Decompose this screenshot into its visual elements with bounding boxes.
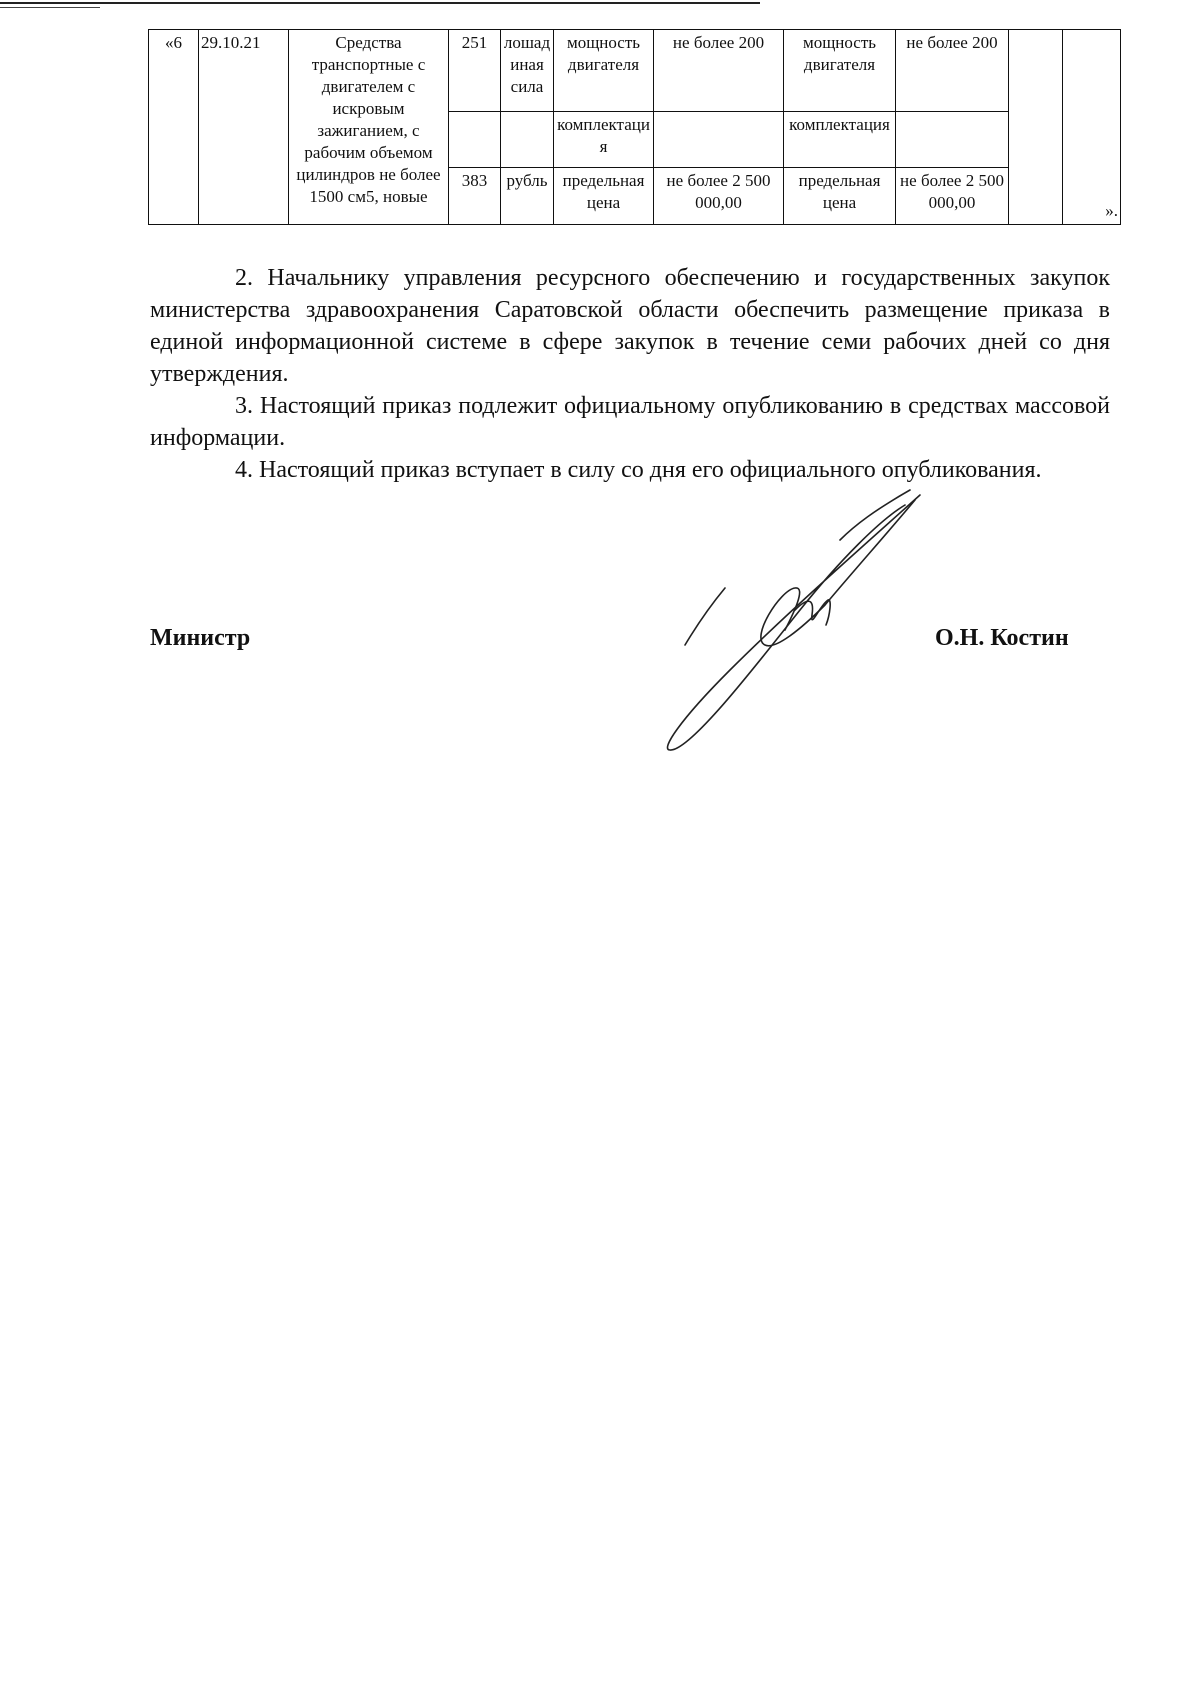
paragraph-4: 4. Настоящий приказ вступает в силу со дня его официального опубликования. xyxy=(235,457,1042,483)
signatory-name: О.Н. Костин xyxy=(935,625,1069,651)
empty-cell xyxy=(1009,30,1063,225)
code-cell: 251 xyxy=(449,30,501,112)
unit-cell xyxy=(501,111,554,168)
closing-cell xyxy=(1063,30,1121,225)
value-cell xyxy=(896,111,1009,168)
value-cell: не более 2 500 000,00 xyxy=(654,168,784,225)
characteristic-cell: мощность двигателя xyxy=(554,30,654,112)
order-text xyxy=(150,262,1110,486)
unit-cell: рубль xyxy=(501,168,554,225)
value-cell: не более 200 xyxy=(896,30,1009,112)
handwritten-signature xyxy=(640,480,940,760)
characteristic-cell: комплектация xyxy=(554,111,654,168)
date-cell: 29.10.21 xyxy=(199,30,289,225)
row-number-cell: «6 xyxy=(149,30,199,225)
top-rule xyxy=(0,2,760,4)
paragraph-3: 3. Настоящий приказ подлежит официальному опубликованию в средствах массовой информации. xyxy=(150,393,1110,451)
unit-cell: лошадиная сила xyxy=(501,30,554,112)
characteristic-cell: предельная цена xyxy=(784,168,896,225)
signatory-title: Министр xyxy=(150,625,251,651)
table-row xyxy=(149,30,1121,112)
specification-table xyxy=(148,29,1121,225)
characteristic-cell: мощность двигателя xyxy=(784,30,896,112)
characteristic-cell: предельная цена xyxy=(554,168,654,225)
paragraph-2: 2. Начальнику управления ресурсного обеспечению и государственных закупок министерства здравоохранения Саратовской области обеспечить размещение приказа в единой информационной системе в сфере закупок в течение семи рабочих дней со дня утверждения. xyxy=(150,265,1110,387)
top-rule-secondary xyxy=(0,7,100,8)
item-name-cell: Средства транспортные с двигателем с искровым зажиганием, с рабочим объемом цилиндров не более 1500 см5, новые xyxy=(289,30,449,225)
closing-quote: ». xyxy=(1105,201,1118,220)
characteristic-cell: комплектация xyxy=(784,111,896,168)
code-cell: 383 xyxy=(449,168,501,225)
value-cell: не более 2 500 000,00 xyxy=(896,168,1009,225)
code-cell xyxy=(449,111,501,168)
value-cell: не более 200 xyxy=(654,30,784,112)
value-cell xyxy=(654,111,784,168)
